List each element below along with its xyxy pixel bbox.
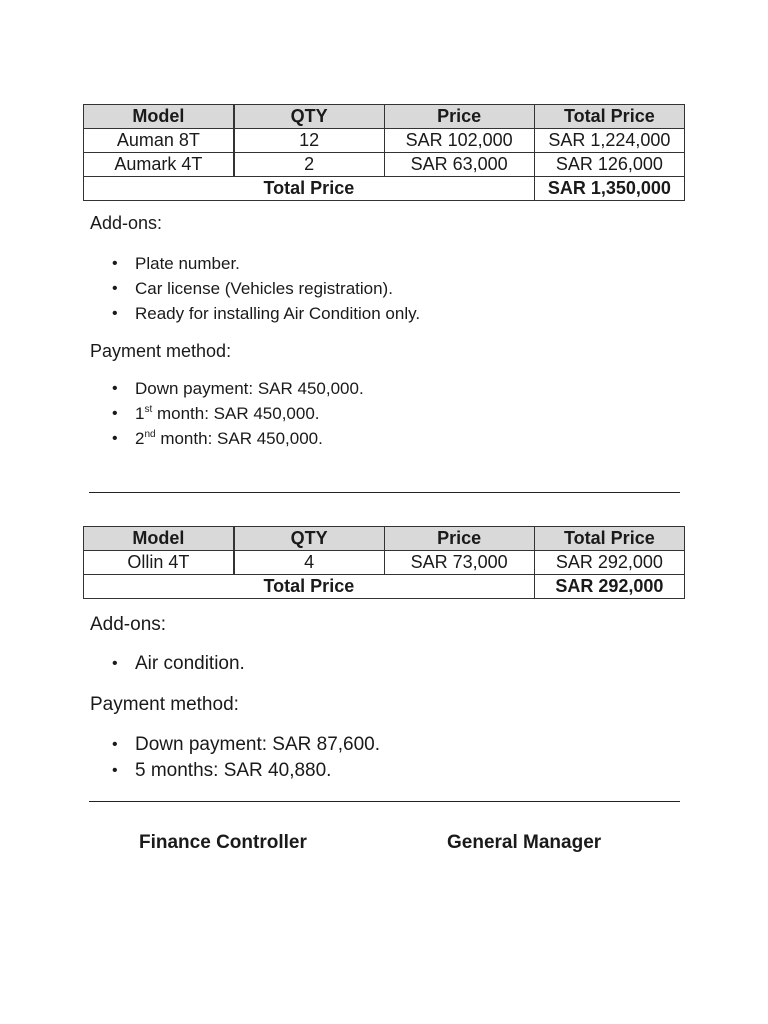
column-header-model: Model — [84, 105, 234, 129]
column-header-price: Price — [384, 105, 534, 129]
payment-method-heading: Payment method: — [90, 341, 232, 361]
list-item: • 5 months: SAR 40,880. — [112, 758, 380, 784]
payment-ordinal: 2 — [135, 429, 145, 448]
payment-text: month: SAR 450,000. — [152, 404, 320, 423]
ordinal-suffix: nd — [144, 429, 156, 440]
addons-heading: Add-ons: — [90, 213, 163, 233]
cell-model: Ollin 4T — [84, 551, 234, 575]
list-item — [112, 426, 364, 451]
table-header-row — [84, 527, 685, 551]
payment-method-heading: Payment method: — [90, 694, 239, 715]
quote-1-table — [83, 104, 685, 201]
list-item — [112, 376, 364, 401]
cell-total-price: SAR 126,000 — [534, 153, 684, 177]
table-row — [84, 129, 685, 153]
cell-price: SAR 102,000 — [384, 129, 534, 153]
section-divider — [89, 801, 680, 802]
cell-model: Aumark 4T — [84, 153, 234, 177]
signature-general-manager: General Manager — [447, 832, 602, 853]
table-row — [84, 551, 685, 575]
cell-qty: 12 — [234, 129, 384, 153]
total-price-value: SAR 1,350,000 — [534, 177, 684, 201]
total-price-label: Total Price — [84, 575, 535, 599]
cell-price: SAR 73,000 — [384, 551, 534, 575]
ordinal-suffix: st — [144, 404, 153, 415]
table-header-row — [84, 105, 685, 129]
cell-qty: 2 — [234, 153, 384, 177]
addons-heading: Add-ons: — [90, 614, 167, 635]
payment-list — [112, 376, 364, 451]
signature-finance-controller: Finance Controller — [139, 832, 307, 853]
list-item: • Ready for installing Air Condition only. — [112, 301, 420, 326]
column-header-qty: QTY — [234, 105, 384, 129]
list-item: • Car license (Vehicles registration). — [112, 276, 420, 301]
list-item — [112, 401, 364, 426]
column-header-model: Model — [84, 527, 234, 551]
payment-text: month: SAR 450,000. — [155, 429, 323, 448]
cell-model: Auman 8T — [84, 129, 234, 153]
total-price-label: Total Price — [84, 177, 535, 201]
cell-qty: 4 — [234, 551, 384, 575]
addons-list — [112, 651, 245, 677]
column-header-total-price: Total Price — [534, 105, 684, 129]
list-item: • Plate number. — [112, 251, 420, 276]
column-header-total-price: Total Price — [534, 527, 684, 551]
cell-total-price: SAR 292,000 — [534, 551, 684, 575]
column-header-qty: QTY — [234, 527, 384, 551]
table-total-row — [84, 177, 685, 201]
list-item: • Air condition. — [112, 651, 245, 677]
payment-ordinal: 1 — [135, 404, 145, 423]
payment-list — [112, 732, 380, 784]
table-row — [84, 153, 685, 177]
column-header-price: Price — [384, 527, 534, 551]
cell-price: SAR 63,000 — [384, 153, 534, 177]
quote-2-table — [83, 526, 685, 599]
table-total-row — [84, 575, 685, 599]
payment-text: Down payment: SAR 450,000. — [135, 379, 364, 398]
section-divider — [89, 492, 680, 493]
list-item: • Down payment: SAR 87,600. — [112, 732, 380, 758]
total-price-value: SAR 292,000 — [534, 575, 684, 599]
cell-total-price: SAR 1,224,000 — [534, 129, 684, 153]
addons-list — [112, 251, 420, 326]
